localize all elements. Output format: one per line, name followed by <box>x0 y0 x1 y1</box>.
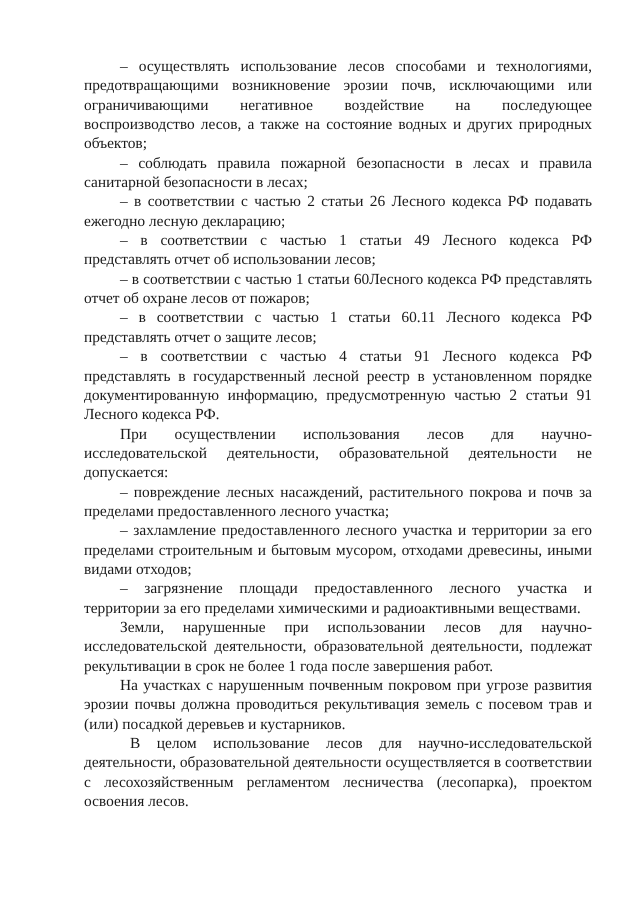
list-item-damage: – повреждение лесных насаждений, растительного покрова и почв за пределами предоставленного лесного участка; <box>84 483 592 520</box>
list-item-littering: – захламление предоставленного лесного участка и территории за его пределами строительным и бытовым мусором, отходами древесины, иными видами отходов; <box>84 522 592 578</box>
paragraph-land-recultivation: Земли, нарушенные при использовании лесов для научно-исследовательской деятельности, образовательной деятельности, подлежат рекультивации в срок не более 1 года после завершения работ. <box>84 618 592 675</box>
document-body <box>84 57 592 811</box>
list-item-forest-use-report: – в соответствии с частью 1 статьи 49 Лесного кодекса РФ представлять отчет об использовании лесов; <box>84 232 592 269</box>
list-item-forest-use-technologies: – осуществлять использование лесов способами и технологиями, предотвращающими возникновение эрозии почв, исключающими или ограничивающими негативное воздействие на последующее воспроизводство лесов, а также на состояние водных и других природных объектов; <box>84 58 592 153</box>
list-item-forest-declaration: – в соответствии с частью 2 статьи 26 Лесного кодекса РФ подавать ежегодно лесную декларацию; <box>84 193 592 230</box>
list-item-forest-registry: – в соответствии с частью 4 статьи 91 Лесного кодекса РФ представлять в государственный лесной реестр в установленном порядке документированную информацию, предусмотренную частью 2 статьи 91 Лесного кодекса РФ. <box>84 348 592 424</box>
list-item-fire-protection-report: – в соответствии с частью 1 статьи 60Лесного кодекса РФ представлять отчет об охране лесов от пожаров; <box>84 270 592 308</box>
paragraph-erosion-recultivation: На участках с нарушенным почвенным покровом при угрозе развития эрозии почвы должна проводиться рекультивация земель с посевом трав и (или) посадкой деревьев и кустарников. <box>84 677 592 733</box>
paragraph-prohibitions-intro: При осуществлении использования лесов для научно-исследовательской деятельности, образовательной деятельности не допускается: <box>84 425 592 482</box>
list-item-fire-safety: – соблюдать правила пожарной безопасности в лесах и правила санитарной безопасности в лесах; <box>84 154 592 192</box>
list-item-pollution: – загрязнение площади предоставленного лесного участка и территории за его пределами химическими и радиоактивными веществами. <box>84 580 592 617</box>
paragraph-general-compliance: В целом использование лесов для научно-исследовательской деятельности, образовательной деятельности осуществляется в соответствии с лесохозяйственным регламентом лесничества (лесопарка), проектом освоения лесов. <box>84 735 592 811</box>
list-item-forest-protection-report: – в соответствии с частью 1 статьи 60.11 Лесного кодекса РФ представлять отчет о защите лесов; <box>84 309 592 346</box>
